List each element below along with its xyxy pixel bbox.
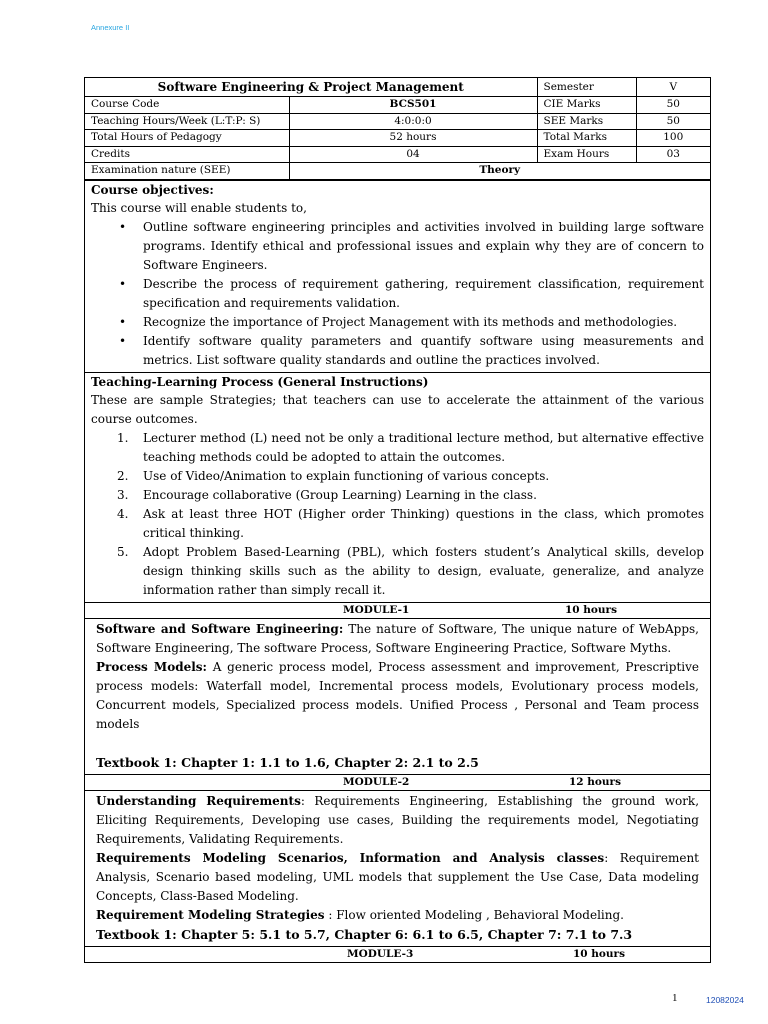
- module-paragraph: Understanding Requirements: Requirements Engineering, Establishing the ground work, Eliciting Requirements, Developing use cases, Building the requirements model, Negotiating Requirements, Validating Requirements.: [96, 793, 700, 846]
- row-right-value: 100: [636, 130, 710, 147]
- course-header-table: [85, 78, 710, 180]
- row-value: 4:0:0:0: [289, 113, 537, 130]
- annexure-label: Annexure II: [91, 23, 130, 32]
- course-title: Software Engineering & Project Management: [85, 78, 537, 97]
- list-item: 1. Lecturer method (L) need not be only a traditional lecture method, but alternative effective teaching methods could be adopted to attain the outcomes.: [117, 430, 704, 464]
- module-textbook: Textbook 1: Chapter 1: 1.1 to 1.6, Chapter 2: 2.1 to 2.5: [96, 754, 479, 770]
- syllabus-sheet: [84, 77, 711, 963]
- bullet-icon: •: [119, 314, 127, 329]
- module-paragraph: Software and Software Engineering: The nature of Software, The unique nature of WebApps, Software Engineering, The software Process, Software Engineering Practice, Software Myths.: [96, 621, 699, 655]
- bullet-icon: •: [119, 276, 127, 291]
- module-hours: 12 hours: [569, 775, 621, 788]
- list-item: • Identify software quality parameters and quantify software using measurements and metrics. List software quality standards and outline the practices involved.: [119, 333, 704, 367]
- row-label: Total Hours of Pedagogy: [85, 130, 289, 147]
- tlp-list: [91, 429, 704, 600]
- list-item: 3. Encourage collaborative (Group Learning) Learning in the class.: [117, 487, 537, 502]
- list-item: 4. Ask at least three HOT (Higher order Thinking) questions in the class, which promotes critical thinking.: [117, 506, 704, 540]
- module-2-content: [85, 790, 710, 946]
- objectives-intro: This course will enable students to,: [91, 200, 307, 215]
- row-label: Credits: [85, 146, 289, 163]
- teaching-learning-section: [85, 372, 710, 602]
- row-value: BCS501: [289, 97, 537, 114]
- module-paragraph: Process Models: A generic process model, Process assessment and improvement, Prescriptive process models: Waterfall model, Incremental process models, Evolutionary process models, Concurrent models, Specialized process models. Unified Process , Personal and Team process models: [96, 659, 699, 731]
- list-item: • Recognize the importance of Project Management with its methods and methodologies.: [143, 313, 704, 332]
- row-right-label: CIE Marks: [537, 97, 636, 114]
- row-right-value: 50: [636, 113, 710, 130]
- objectives-title: Course objectives:: [91, 182, 214, 197]
- row-right-value: 03: [636, 146, 710, 163]
- module-label: MODULE-3: [347, 947, 414, 960]
- course-objectives-section: [85, 180, 710, 372]
- exam-nature-row: [85, 163, 710, 180]
- row-value: 04: [289, 146, 537, 163]
- module-3-header: [85, 946, 710, 962]
- row-label: Teaching Hours/Week (L:T:P: S): [85, 113, 289, 130]
- semester-value: V: [636, 78, 710, 97]
- row-right-label: SEE Marks: [537, 113, 636, 130]
- bullet-icon: •: [119, 219, 127, 234]
- row-right-label: Exam Hours: [537, 146, 636, 163]
- bullet-icon: •: [119, 333, 127, 348]
- list-item: 5. Adopt Problem Based-Learning (PBL), which fosters student’s Analytical skills, develop design thinking skills such as the ability to design, evaluate, generalize, and analyze information rather than simply recall it.: [117, 544, 704, 597]
- module-label: MODULE-2: [343, 775, 410, 788]
- module-1-header: [85, 602, 710, 618]
- semester-label: Semester: [537, 78, 636, 97]
- row-value: 52 hours: [289, 130, 537, 147]
- module-textbook: Textbook 1: Chapter 5: 5.1 to 5.7, Chapter 6: 6.1 to 6.5, Chapter 7: 7.1 to 7.3: [96, 926, 633, 942]
- page-number: 1: [672, 992, 678, 1004]
- header-row: [85, 113, 710, 130]
- module-hours: 10 hours: [565, 603, 617, 616]
- list-item: 2. Use of Video/Animation to explain functioning of various concepts.: [117, 468, 550, 483]
- tlp-title: Teaching-Learning Process (General Instructions): [91, 374, 429, 389]
- module-2-header: [85, 774, 710, 790]
- exam-nature-label: Examination nature (SEE): [85, 163, 289, 180]
- list-item: • Describe the process of requirement gathering, requirement classification, requirement specification and requirements validation.: [119, 276, 704, 310]
- module-1-content: [85, 618, 710, 774]
- module-paragraph: Requirement Modeling Strategies : Flow oriented Modeling , Behavioral Modeling.: [96, 907, 624, 922]
- list-item: • Outline software engineering principles and activities involved in building large software programs. Identify ethical and professional issues and explain why they are of concern to Software Engineers.: [119, 219, 704, 272]
- tlp-intro: These are sample Strategies; that teachers can use to accelerate the attainment of the various course outcomes.: [91, 392, 704, 426]
- row-label: Course Code: [85, 97, 289, 114]
- exam-nature-value: Theory: [289, 163, 710, 180]
- header-row: [85, 146, 710, 163]
- module-label: MODULE-1: [343, 603, 410, 616]
- module-paragraph: Requirements Modeling Scenarios, Information and Analysis classes: Requirement Analysis, Scenario based modeling, UML models that supplement the Use Case, Data modeling Concepts, Class-Based Modeling.: [96, 850, 699, 903]
- row-right-value: 50: [636, 97, 710, 114]
- title-row: [85, 78, 710, 97]
- header-row: [85, 97, 710, 114]
- row-right-label: Total Marks: [537, 130, 636, 147]
- module-hours: 10 hours: [573, 947, 625, 960]
- header-row: [85, 130, 710, 147]
- document-code: 12082024: [706, 995, 744, 1005]
- objectives-list: [91, 218, 704, 370]
